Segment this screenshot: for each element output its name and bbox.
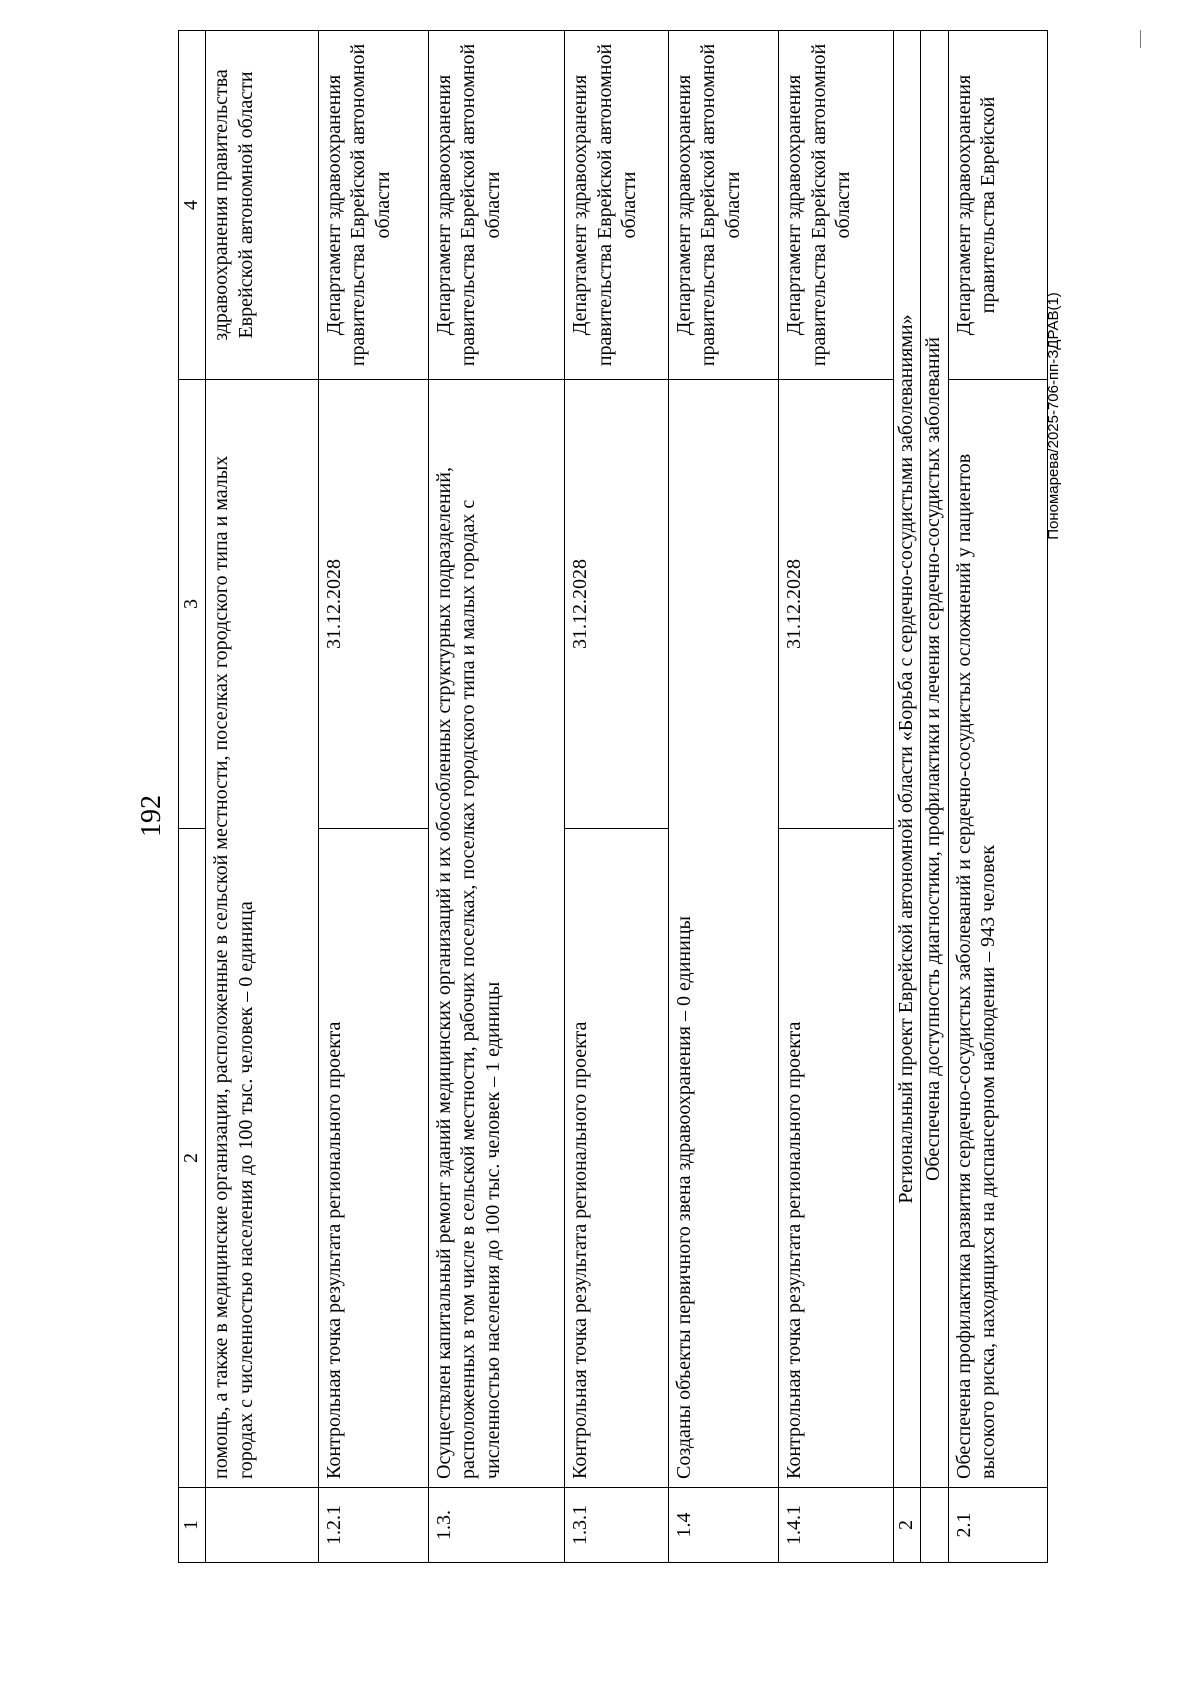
- row-text: Созданы объекты первичного звена здравоохранения – 0 единицы: [668, 380, 778, 1488]
- header-col-1: 1: [179, 1488, 206, 1563]
- row-number: 1.3.1: [565, 1488, 669, 1563]
- table-row: [948, 31, 1048, 1563]
- table-row: [429, 31, 565, 1563]
- header-col-4: 4: [179, 31, 206, 380]
- row-text: Контрольная точка результата регионального проекта: [779, 829, 894, 1488]
- document-code: Пономарева/2025-706-пп-ЗДРАВ(1): [1045, 292, 1062, 540]
- scan-mark: [1140, 30, 1141, 48]
- row-date: 31.12.2028: [318, 380, 428, 829]
- row-text: помощь, а также в медицинские организации, расположенные в сельской местности, поселках городского типа и малых городах с численностью населения до 100 тыс. человек – 0 единица: [206, 380, 318, 1488]
- table-row: [668, 31, 778, 1563]
- subsection-title: Обеспечена доступность диагностики, профилактики и лечения сердечно-сосудистых заболеваний: [921, 31, 948, 1488]
- page-number: 192: [136, 795, 167, 837]
- row-org: Департамент здравоохранения правительства Еврейской автономной области: [668, 31, 778, 380]
- section-title: Региональный проект Еврейской автономной области «Борьба с сердечно-сосудистыми заболеваниями»: [893, 31, 920, 1488]
- section-number: 2: [893, 1488, 920, 1563]
- row-number: 1.3.: [429, 1488, 565, 1563]
- row-org: Департамент здравоохранения правительства Еврейской автономной области: [565, 31, 669, 380]
- header-col-2: 2: [179, 829, 206, 1488]
- row-date: 31.12.2028: [565, 380, 669, 829]
- row-org: здравоохранения правительства Еврейской автономной области: [206, 31, 318, 380]
- table-row: [318, 31, 428, 1563]
- row-org: Департамент здравоохранения правительства Еврейской: [948, 31, 1048, 380]
- table-row: [779, 31, 894, 1563]
- row-org: Департамент здравоохранения правительства Еврейской автономной области: [429, 31, 565, 380]
- row-text: Обеспечена профилактика развития сердечно-сосудистых заболеваний и сердечно-сосудистых осложнений у пациентов высокого риска, находящихся на диспансерном наблюдении – 943 человек: [948, 380, 1048, 1488]
- row-number: 1.4: [668, 1488, 778, 1563]
- row-org: Департамент здравоохранения правительства Еврейской автономной области: [779, 31, 894, 380]
- section-row: [893, 31, 920, 1563]
- project-table: [178, 30, 1048, 1563]
- row-number: 1.2.1: [318, 1488, 428, 1563]
- row-text: Контрольная точка результата регионального проекта: [318, 829, 428, 1488]
- row-org: Департамент здравоохранения правительства Еврейской автономной области: [318, 31, 428, 380]
- row-number: 1.4.1: [779, 1488, 894, 1563]
- row-date: 31.12.2028: [779, 380, 894, 829]
- row-number: [206, 1488, 318, 1563]
- rotated-table-wrapper: [178, 43, 1048, 1563]
- table-row: [206, 31, 318, 1563]
- row-text: Контрольная точка результата регионального проекта: [565, 829, 669, 1488]
- subsection-row: [921, 31, 948, 1563]
- header-col-3: 3: [179, 380, 206, 829]
- table-row: [565, 31, 669, 1563]
- row-text: Осуществлен капитальный ремонт зданий медицинских организаций и их обособленных структурных подразделений, расположенных в том числе в сельской местности, рабочих поселках, поселках городского типа и малых городах с численностью населения до 100 тыс. человек – 1 единицы: [429, 380, 565, 1488]
- table-header-row: [179, 31, 206, 1563]
- row-number: 2.1: [948, 1488, 1048, 1563]
- subsection-number: [921, 1488, 948, 1563]
